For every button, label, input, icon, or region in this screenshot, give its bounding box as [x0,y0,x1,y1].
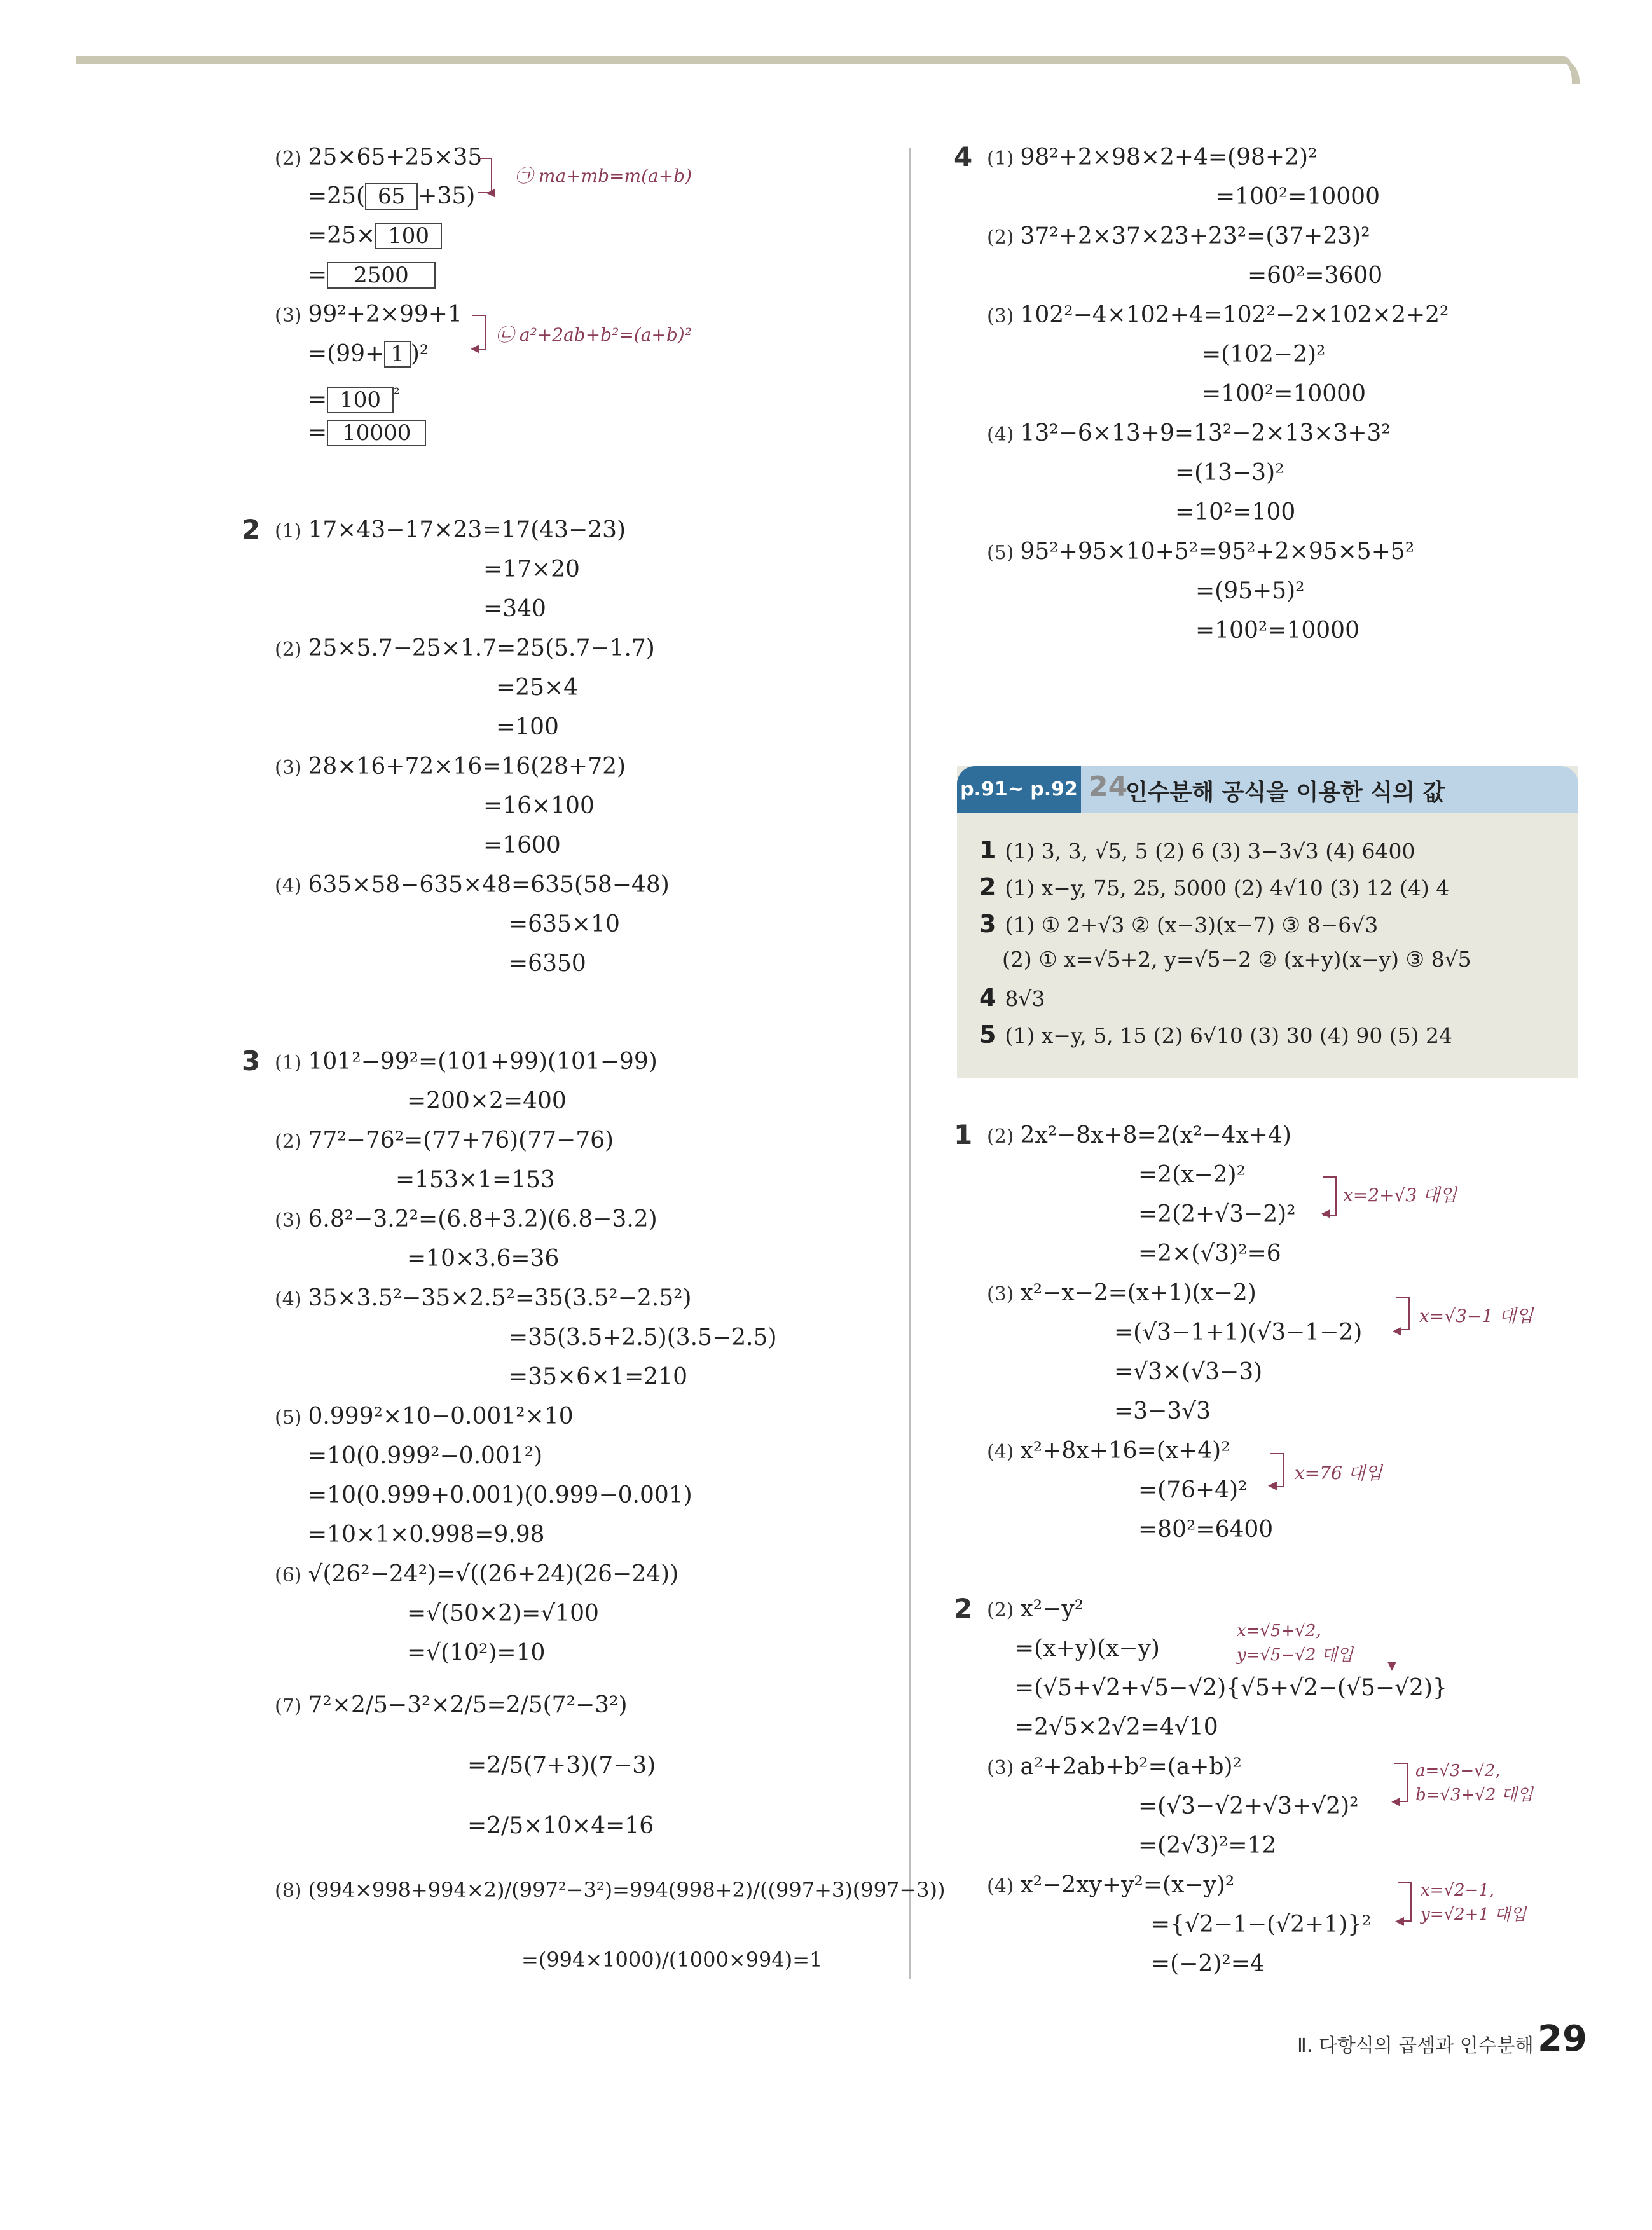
q4-p5-label: (5) [987,542,1014,564]
q4-p3-line3: =100²=10000 [1202,381,1366,407]
note-arrow-icon: ◂ [1393,1319,1402,1340]
answer-box: 100 [327,387,394,413]
a1-p3-line4: =3−3√3 [1114,1398,1211,1424]
q3-p2-line1 [275,1127,614,1156]
summary-row-number: 3 [979,910,996,938]
a1-p3-line3: =√3×(√3−3) [1114,1359,1263,1385]
q4-p1-label: (1) [987,148,1014,170]
q4-p5-line3: =100²=10000 [1195,617,1359,644]
q4-p4-expr: 13²−6×13+9=13²−2×13×3+3² [1020,420,1391,446]
q1-p2-expr: 25×65+25×35 [308,144,483,170]
a1-p2-line3: =2(2+√3−2)² [1138,1201,1296,1227]
a1-p2-line2: =2(x−2)² [1138,1162,1246,1188]
q2-p4-label: (4) [275,875,302,897]
a1-p2-expr: 2x²−8x+8=2(x²−4x+4) [1020,1122,1291,1148]
q4-p3-expr: 102²−4×102+4=102²−2×102×2+2² [1020,302,1449,328]
q4-p5-expr: 95²+95×10+5²=95²+2×95×5+5² [1020,539,1415,565]
q4-p5-line2: =(95+5)² [1195,578,1305,604]
q3-p8-line2: =(994×1000)/(1000×994)=1 [521,1948,823,1972]
summary-row-3b [1002,947,1471,972]
q3-p7-expr: 7²×2/5−3²×2/5=2/5(7²−3²) [308,1692,628,1718]
q1-p3-l4-pre: = [308,420,327,446]
a1-p3-line2: =(√3−1+1)(√3−1−2) [1114,1319,1363,1346]
q2-p4-line1 [275,871,670,900]
a1-p3-line1 [987,1279,1256,1309]
a1-p4-line1 [987,1437,1230,1466]
q3-p4-line3: =35×6×1=210 [509,1364,687,1390]
q1-p3-l2-pre: =(99+ [308,341,385,367]
q4-p2-line2: =60²=3600 [1248,263,1383,289]
substitution-note-line2: b=√3+√2 대입 [1415,1786,1533,1805]
answer-box: 2500 [327,262,436,289]
q1-p3-label: (3) [275,305,302,327]
a2-p4-line3: =(−2)²=4 [1151,1951,1265,1977]
note-arrow-icon: ◂ [1395,1910,1405,1931]
q3-p5-expr: 0.999²×10−0.001²×10 [308,1403,574,1429]
summary-row-number: 4 [979,984,996,1012]
q2-p3-line3: =1600 [483,832,561,858]
q2-p2-expr: 25×5.7−25×1.7=25(5.7−1.7) [308,635,655,661]
a2-p2-line4: =2√5×2√2=4√10 [1015,1714,1218,1740]
q2-p4-line2: =635×10 [509,911,620,937]
q3-p1-label: (1) [275,1052,302,1074]
q1-p2-l4-pre: = [308,262,327,288]
q1-p3-l2-post: )² [410,341,429,367]
q3-p5-label: (5) [275,1407,302,1429]
note-arrow-icon: ◂ [486,181,496,202]
answer-box: 1 [384,341,411,368]
q4-p3-label: (3) [987,305,1014,327]
q2-p4-line3: =6350 [509,951,586,977]
down-arrow-icon: ▾ [1387,1655,1397,1676]
q3-p6-expr: √(26²−24²)=√((26+24)(26−24)) [308,1561,679,1587]
q3-p1-line1 [275,1048,657,1077]
a2-p3-line1 [987,1753,1242,1782]
q3-p5-line4: =10×1×0.998=9.98 [308,1522,545,1548]
a2-p3-line2: =(√3−√2+√3+√2)² [1138,1793,1359,1819]
summary-row-3 [979,910,1378,938]
q3-p6-line3: =√(10²)=10 [407,1640,546,1666]
q3-p7-line2: =2/5(7+3)(7−3) [467,1752,656,1779]
a1-p4-expr: x²+8x+16=(x+4)² [1020,1438,1230,1464]
summary-row-text: (1) 3, 3, √5, 5 (2) 6 (3) 3−3√3 (4) 6400 [1005,839,1415,864]
q4-p1-line1 [987,144,1317,173]
a1-p4-label: (4) [987,1441,1014,1463]
q3-p6-line1 [275,1560,678,1590]
substitution-note: x=76 대입 [1295,1463,1382,1483]
page-range-tab: p.91~ p.92 [957,766,1081,813]
note-arrow-icon: ◂ [1268,1474,1277,1495]
answer-box: 65 [365,183,418,210]
q3-p3-line1 [275,1206,657,1235]
q1-p2-l3-pre: =25× [308,223,376,249]
substitution-note-line1: x=√2−1, [1421,1881,1495,1900]
q1-p3-line2 [308,340,429,368]
top-decor-hook [1546,56,1580,84]
q3-p7-label: (7) [275,1695,302,1717]
q2-p2-label: (2) [275,638,302,661]
substitution-note-line2: y=√2+1 대입 [1421,1905,1527,1924]
q2-p2-line1 [275,635,655,664]
q3-p3-line2: =10×3.6=36 [407,1246,560,1272]
summary-row-text: (1) x−y, 75, 25, 5000 (2) 4√10 (3) 12 (4) 4 [1005,876,1450,900]
q2-p1-line2: =17×20 [483,556,580,582]
a1-p2-line4: =2×(√3)²=6 [1138,1241,1281,1267]
q3-p2-expr: 77²−76²=(77+76)(77−76) [308,1127,614,1153]
q3-p7-line3: =2/5×10×4=16 [467,1813,654,1839]
q4-p3-line1 [987,301,1449,331]
q3-p4-label: (4) [275,1288,302,1311]
summary-row-4 [979,984,1045,1012]
q3-p5-line1 [275,1403,574,1432]
q3-p8-line1 [275,1876,945,1905]
substitution-note: x=√3−1 대입 [1419,1305,1534,1326]
q4-p1-line2: =100²=10000 [1216,184,1380,210]
formula-note: ㉡ a²+2ab+b²=(a+b)² [496,324,692,345]
q1-p2-l2-pre: =25( [308,183,366,209]
substitution-note-line2: y=√5−√2 대입 [1237,1646,1353,1665]
q1-p2-line1 [275,144,482,173]
summary-row-1 [979,836,1415,864]
a2-p4-line2: ={√2−1−(√2+1)}² [1151,1911,1372,1937]
a2-p4-line1 [987,1871,1234,1901]
q2-p1-label: (1) [275,520,302,542]
summary-row-5 [979,1021,1452,1049]
a2-p3-expr: a²+2ab+b²=(a+b)² [1020,1754,1242,1780]
q4-p4-label: (4) [987,423,1014,446]
q4-p2-expr: 37²+2×37×23+23²=(37+23)² [1020,223,1370,249]
q3-p8-expr: (994×998+994×2)/(997²−3²)=994(998+2)/((997+3)(997−3)) [308,1878,946,1902]
q3-p1-line2: =200×2=400 [407,1088,567,1114]
a1-p2-line1 [987,1122,1291,1151]
q3-p3-expr: 6.8²−3.2²=(6.8+3.2)(6.8−3.2) [308,1206,657,1232]
q1-p2-label: (2) [275,148,302,170]
column-divider [909,148,911,1979]
q2-p3-line2: =16×100 [483,793,595,819]
q1-p3-line3 [308,380,400,414]
q3-p8-label: (8) [275,1880,302,1902]
a1-p3-expr: x²−x−2=(x+1)(x−2) [1020,1280,1256,1306]
summary-row-number: 5 [979,1021,996,1049]
problem-number: 4 [954,141,973,172]
q2-p1-expr: 17×43−17×23=17(43−23) [308,517,626,543]
q4-p1-expr: 98²+2×98×2+4=(98+2)² [1020,144,1318,170]
q1-p2-l2-post: +35) [418,183,476,209]
a1-p4-line3: =80²=6400 [1138,1517,1274,1543]
q4-p5-line1 [987,538,1414,567]
a2-p2-expr: x²−y² [1020,1596,1084,1622]
q4-p4-line1 [987,420,1391,449]
a2-p2-line1 [987,1595,1084,1625]
problem-number: 1 [954,1119,973,1150]
section-number: 24 [1089,771,1128,803]
q3-p1-expr: 101²−99²=(101+99)(101−99) [308,1049,657,1075]
q2-p3-label: (3) [275,757,302,779]
problem-number: 2 [242,514,261,545]
q1-p2-line3 [308,222,442,250]
q3-p2-label: (2) [275,1131,302,1153]
q3-p6-label: (6) [275,1564,302,1586]
substitution-note-line1: x=√5+√2, [1237,1621,1321,1641]
q3-p3-label: (3) [275,1209,302,1232]
summary-row-2 [979,873,1449,901]
substitution-note-line1: a=√3−√2, [1415,1761,1501,1780]
problem-number: 2 [954,1593,973,1624]
q4-p4-line3: =10²=100 [1175,499,1296,525]
a2-p3-label: (3) [987,1757,1014,1779]
q1-p3-line4 [308,419,426,447]
q3-p4-expr: 35×3.5²−35×2.5²=35(3.5²−2.5²) [308,1285,692,1311]
a1-p2-label: (2) [987,1125,1014,1148]
formula-note: ㉠ ma+mb=m(a+b) [515,165,692,186]
section-title: 인수분해 공식을 이용한 식의 값 [1125,780,1445,806]
q3-p4-line2: =35(3.5+2.5)(3.5−2.5) [509,1325,777,1351]
q2-p2-line2: =25×4 [496,675,579,701]
q3-p7-line1 [275,1691,628,1721]
problem-number: 3 [242,1045,261,1077]
a2-p3-line3: =(2√3)²=12 [1138,1833,1277,1859]
a1-p4-line2: =(76+4)² [1138,1477,1248,1503]
note-arrow-icon: ◂ [471,337,480,358]
note-arrow-icon: ◂ [1321,1202,1331,1223]
a1-p3-label: (3) [987,1283,1014,1305]
page-number: 29 [1538,2018,1587,2060]
q2-p3-line1 [275,753,626,782]
a2-p4-label: (4) [987,1875,1014,1897]
summary-row-number: 2 [979,873,996,901]
a2-p2-line2: =(x+y)(x−y) [1015,1635,1160,1662]
q1-p2-line2 [308,182,475,210]
a2-p2-label: (2) [987,1599,1014,1621]
summary-row-text: 8√3 [1005,986,1045,1011]
note-arrow-icon: ◂ [1391,1790,1401,1811]
q2-p4-expr: 635×58−635×48=635(58−48) [308,872,670,898]
q3-p2-line2: =153×1=153 [396,1167,555,1193]
q4-p4-line2: =(13−3)² [1175,460,1284,486]
summary-row-number: 1 [979,836,996,864]
summary-row-text: (2) ① x=√5+2, y=√5−2 ② (x+y)(x−y) ③ 8√5 [1002,947,1471,972]
q4-p2-line1 [987,223,1370,252]
q1-p3-expr: 99²+2×99+1 [308,301,462,327]
answer-box: 100 [375,223,442,249]
q3-p4-line1 [275,1284,692,1314]
top-decor-bar [76,56,1571,64]
q1-p3-l3-pre: = [308,387,327,413]
q2-p1-line1 [275,516,626,546]
q1-p3-line1 [275,301,462,330]
q2-p2-line3: =100 [496,714,559,740]
q2-p1-line3: =340 [483,596,546,622]
answer-box: 10000 [327,420,426,446]
a2-p2-line3: =(√5+√2+√5−√2){√5+√2−(√5−√2)} [1015,1675,1447,1701]
q4-p3-line2: =(102−2)² [1202,341,1326,368]
a2-p4-expr: x²−2xy+y²=(x−y)² [1020,1872,1235,1898]
q2-p3-expr: 28×16+72×16=16(28+72) [308,754,626,780]
q1-p2-line4 [308,261,436,289]
chapter-footer: Ⅱ. 다항식의 곱셈과 인수분해 [1297,2035,1534,2057]
q1-p3-l3-exp: ² [394,385,400,403]
substitution-note: x=2+√3 대입 [1343,1185,1457,1206]
summary-row-text: (1) ① 2+√3 ② (x−3)(x−7) ③ 8−6√3 [1005,912,1379,937]
q4-p2-label: (2) [987,226,1014,249]
q3-p5-line3: =10(0.999+0.001)(0.999−0.001) [308,1482,692,1508]
q3-p6-line2: =√(50×2)=√100 [407,1600,599,1627]
summary-row-text: (1) x−y, 5, 15 (2) 6√10 (3) 30 (4) 90 (5) 24 [1005,1023,1453,1048]
q3-p5-line2: =10(0.999²−0.001²) [308,1443,543,1469]
